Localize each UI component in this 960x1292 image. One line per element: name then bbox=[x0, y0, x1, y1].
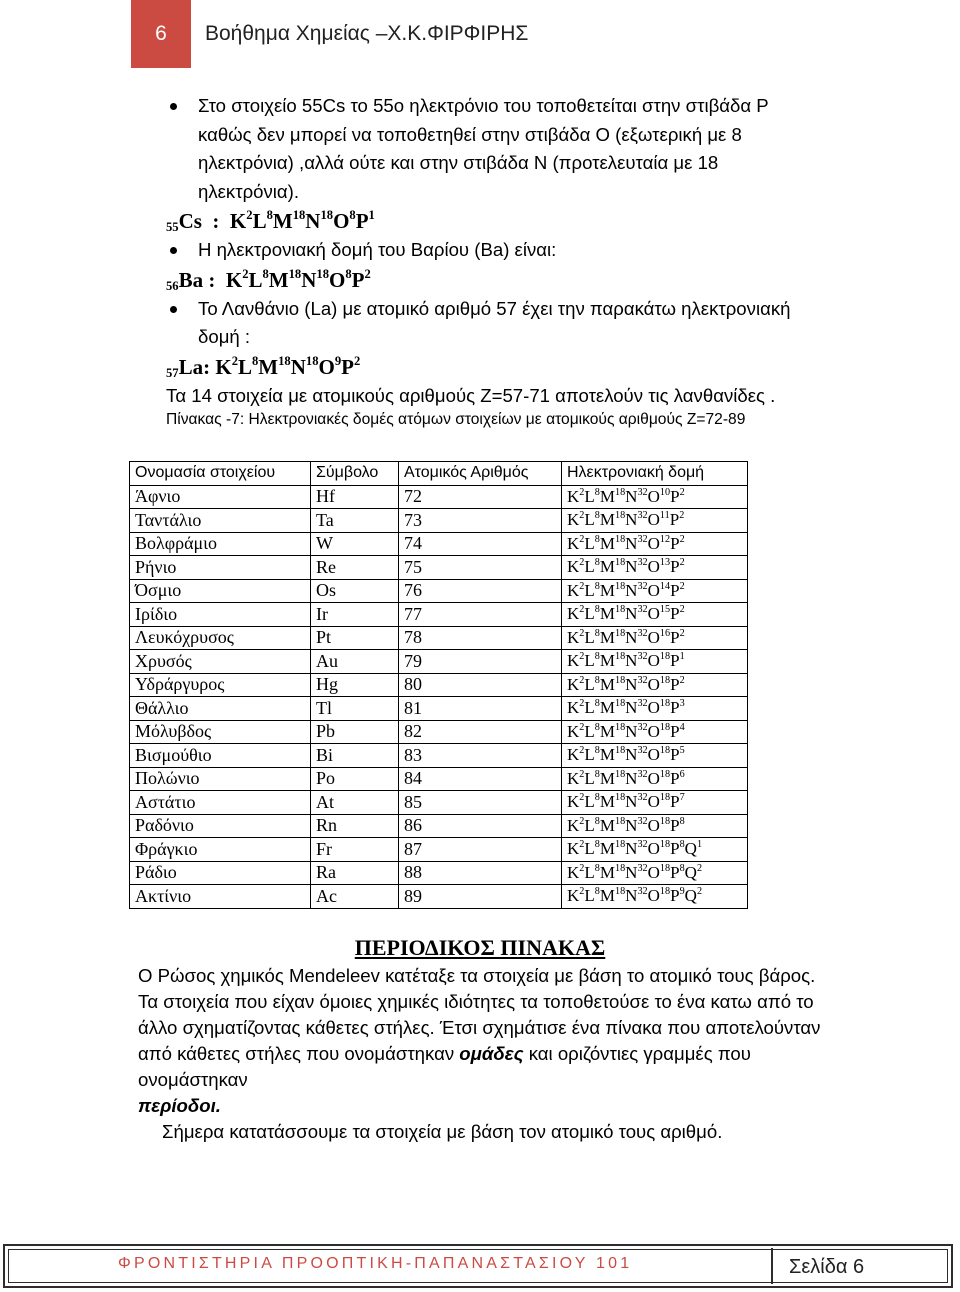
element-symbol: Po bbox=[311, 767, 399, 791]
element-name: Όσμιο bbox=[130, 579, 311, 603]
element-symbol: Rn bbox=[311, 814, 399, 838]
element-name: Ρήνιο bbox=[130, 556, 311, 580]
element-name: Ράδιο bbox=[130, 861, 311, 885]
table-row bbox=[130, 744, 748, 768]
electron-structure: $K^2L^8M^{18}N^{32}O^{18}P^5$ bbox=[562, 744, 748, 768]
atomic-number: 73 bbox=[399, 509, 562, 533]
electron-structure: $K^2L^8M^{18}N^{32}O^{12}P^2$ bbox=[562, 532, 748, 556]
table-row bbox=[130, 885, 748, 909]
atomic-number: 79 bbox=[399, 650, 562, 674]
table-row bbox=[130, 485, 748, 509]
element-name: Ταντάλιο bbox=[130, 509, 311, 533]
element-name: Βισμούθιο bbox=[130, 744, 311, 768]
electron-structure: $K^2L^8M^{18}N^{32}O^{18}P^8Q^1$ bbox=[562, 838, 748, 862]
table-row bbox=[130, 791, 748, 815]
la-formula: $_{57}$La: $K^2L^8M^{18}N^{18}O^9P^2$ bbox=[166, 353, 361, 380]
element-symbol: At bbox=[311, 791, 399, 815]
bullet-icon bbox=[170, 306, 177, 313]
cs-bullet bbox=[166, 92, 806, 206]
table-header-row bbox=[130, 462, 748, 486]
element-symbol: Fr bbox=[311, 838, 399, 862]
element-name: Φράγκιο bbox=[130, 838, 311, 862]
la-bullet bbox=[166, 295, 806, 352]
element-name: Υδράργυρος bbox=[130, 673, 311, 697]
footer-divider bbox=[771, 1248, 773, 1284]
element-name: Βολφράμιο bbox=[130, 532, 311, 556]
table-row bbox=[130, 556, 748, 580]
table-row bbox=[130, 579, 748, 603]
electron-structure: $K^2L^8M^{18}N^{32}O^{14}P^2$ bbox=[562, 579, 748, 603]
element-symbol: Hg bbox=[311, 673, 399, 697]
table-row bbox=[130, 767, 748, 791]
element-symbol: Ta bbox=[311, 509, 399, 533]
cs-formula: $_{55}$Cs : $K^2L^8M^{18}N^{18}O^8P^1$ bbox=[166, 208, 375, 235]
atomic-number: 72 bbox=[399, 485, 562, 509]
atomic-number: 89 bbox=[399, 885, 562, 909]
ba-bullet bbox=[166, 236, 806, 265]
table-row bbox=[130, 626, 748, 650]
element-symbol: Pb bbox=[311, 720, 399, 744]
atomic-number: 87 bbox=[399, 838, 562, 862]
element-symbol: Re bbox=[311, 556, 399, 580]
element-name: Ιρίδιο bbox=[130, 603, 311, 627]
atomic-number: 86 bbox=[399, 814, 562, 838]
column-header: Σύμβολο bbox=[311, 462, 399, 486]
element-name: Ακτίνιο bbox=[130, 885, 311, 909]
table-row bbox=[130, 650, 748, 674]
electron-structure: $K^2L^8M^{18}N^{32}O^{18}P^7$ bbox=[562, 791, 748, 815]
element-symbol: Pt bbox=[311, 626, 399, 650]
periodic-table-text bbox=[138, 963, 838, 1145]
element-symbol: Hf bbox=[311, 485, 399, 509]
header-title: Βοήθημα Χημείας –Χ.Κ.ΦΙΡΦΙΡΗΣ bbox=[205, 22, 529, 45]
atomic-number: 75 bbox=[399, 556, 562, 580]
lanthanides-text: Τα 14 στοιχεία με ατομικούς αριθμούς Z=57-71 αποτελούν τις λανθανίδες . bbox=[166, 384, 776, 406]
bullet-icon bbox=[170, 103, 177, 110]
table-caption: Πίνακας -7: Ηλεκτρονιακές δομές ατόμων στοιχείων με ατομικούς αριθμούς Z=72-89 bbox=[166, 410, 746, 428]
element-symbol: Ir bbox=[311, 603, 399, 627]
element-name: Άφνιο bbox=[130, 485, 311, 509]
electron-structure: $K^2L^8M^{18}N^{32}O^{18}P^9Q^2$ bbox=[562, 885, 748, 909]
ba-formula: $_{56}$Ba : $K^2L^8M^{18}N^{18}O^8P^2$ bbox=[166, 266, 371, 293]
electron-structure: $K^2L^8M^{18}N^{32}O^{18}P^8Q^2$ bbox=[562, 861, 748, 885]
paragraph-text: Ο Ρώσος χημικός Mendeleev κατέταξε τα στοιχεία με βάση το ατομικό τους βάρος. Τα στοιχεία που είχαν όμοιες χημικές ιδιότητες τα τοποθετούσε το ένα κατω από το άλλο σχηματίζοντας κάθετες στήλες. Έτσι σχημάτισε ένα πίνακα που αποτελούνταν από κάθετες στήλες που ονομάστηκαν bbox=[138, 965, 821, 1064]
periods-term: περίοδοι. bbox=[138, 1095, 221, 1116]
atomic-number: 82 bbox=[399, 720, 562, 744]
ba-paragraph: Η ηλεκτρονιακή δομή του Βαρίου (Ba) είναι: bbox=[198, 239, 557, 260]
electron-structure: $K^2L^8M^{18}N^{32}O^{18}P^3$ bbox=[562, 697, 748, 721]
table-row bbox=[130, 673, 748, 697]
table-row bbox=[130, 509, 748, 533]
table-row bbox=[130, 697, 748, 721]
element-name: Αστάτιο bbox=[130, 791, 311, 815]
element-symbol: Bi bbox=[311, 744, 399, 768]
atomic-number: 88 bbox=[399, 861, 562, 885]
electron-structure: $K^2L^8M^{18}N^{32}O^{10}P^2$ bbox=[562, 485, 748, 509]
table-row bbox=[130, 838, 748, 862]
la-paragraph: Το Λανθάνιο (La) με ατομικό αριθμό 57 έχει την παρακάτω ηλεκτρονιακή δομή : bbox=[198, 297, 791, 347]
atomic-number: 77 bbox=[399, 603, 562, 627]
table-row bbox=[130, 603, 748, 627]
electron-structure: $K^2L^8M^{18}N^{32}O^{18}P^2$ bbox=[562, 673, 748, 697]
element-symbol: Au bbox=[311, 650, 399, 674]
element-name: Μόλυβδος bbox=[130, 720, 311, 744]
electron-structure: $K^2L^8M^{18}N^{32}O^{16}P^2$ bbox=[562, 626, 748, 650]
element-symbol: Os bbox=[311, 579, 399, 603]
modern-paragraph: Σήμερα κατατάσσουμε τα στοιχεία με βάση τον ατομικό τους αριθμό. bbox=[162, 1121, 723, 1142]
electron-config-table bbox=[129, 461, 748, 909]
intro-section bbox=[166, 92, 806, 431]
cs-paragraph: Στο στοιχείο 55Cs το 55ο ηλεκτρόνιο του τοποθετείται στην στιβάδα P καθώς δεν μπορεί να τοποθετηθεί στην στιβάδα O (εξωτερική με 8 ηλεκτρόνια) ,αλλά ούτε και στην στιβάδα N (προτελευταία με 18 ηλεκτρόνια). bbox=[198, 95, 769, 202]
element-symbol: Ac bbox=[311, 885, 399, 909]
paragraph-text: και οριζόντιες γραμμές που ονομάστηκαν bbox=[138, 1043, 751, 1090]
table-row bbox=[130, 814, 748, 838]
groups-term: ομάδες bbox=[459, 1043, 524, 1064]
element-name: Λευκόχρυσος bbox=[130, 626, 311, 650]
atomic-number: 78 bbox=[399, 626, 562, 650]
element-symbol: Tl bbox=[311, 697, 399, 721]
element-symbol: W bbox=[311, 532, 399, 556]
atomic-number: 74 bbox=[399, 532, 562, 556]
page-number-badge: 6 bbox=[131, 0, 191, 68]
element-name: Χρυσός bbox=[130, 650, 311, 674]
footer-page-label: Σελίδα 6 bbox=[789, 1256, 865, 1278]
electron-structure: $K^2L^8M^{18}N^{32}O^{18}P^4$ bbox=[562, 720, 748, 744]
atomic-number: 81 bbox=[399, 697, 562, 721]
column-header: Ονομασία στοιχείου bbox=[130, 462, 311, 486]
electron-structure: $K^2L^8M^{18}N^{32}O^{18}P^6$ bbox=[562, 767, 748, 791]
electron-structure: $K^2L^8M^{18}N^{32}O^{18}P^1$ bbox=[562, 650, 748, 674]
element-name: Θάλλιο bbox=[130, 697, 311, 721]
atomic-number: 84 bbox=[399, 767, 562, 791]
mendeleev-paragraph bbox=[138, 963, 838, 1119]
bullet-icon bbox=[170, 247, 177, 254]
table-row bbox=[130, 720, 748, 744]
electron-structure: $K^2L^8M^{18}N^{32}O^{13}P^2$ bbox=[562, 556, 748, 580]
element-name: Ραδόνιο bbox=[130, 814, 311, 838]
table-row bbox=[130, 861, 748, 885]
element-symbol: Ra bbox=[311, 861, 399, 885]
electron-structure: $K^2L^8M^{18}N^{32}O^{18}P^8$ bbox=[562, 814, 748, 838]
electron-structure: $K^2L^8M^{18}N^{32}O^{15}P^2$ bbox=[562, 603, 748, 627]
column-header: Ηλεκτρονιακή δομή bbox=[562, 462, 748, 486]
atomic-number: 83 bbox=[399, 744, 562, 768]
atomic-number: 80 bbox=[399, 673, 562, 697]
atomic-number: 85 bbox=[399, 791, 562, 815]
table-row bbox=[130, 532, 748, 556]
atomic-number: 76 bbox=[399, 579, 562, 603]
column-header: Ατομικός Αριθμός bbox=[399, 462, 562, 486]
footer-text: ΦΡΟΝΤΙΣΤΗΡΙΑ ΠΡΟΟΠΤΙΚΗ-ΠΑΠΑΝΑΣΤΑΣΙΟΥ 101 bbox=[118, 1255, 633, 1272]
electron-structure: $K^2L^8M^{18}N^{32}O^{11}P^2$ bbox=[562, 509, 748, 533]
element-name: Πολώνιο bbox=[130, 767, 311, 791]
periodic-table-heading: ΠΕΡΙΟΔΙΚΟΣ ΠΙΝΑΚΑΣ bbox=[354, 935, 606, 960]
